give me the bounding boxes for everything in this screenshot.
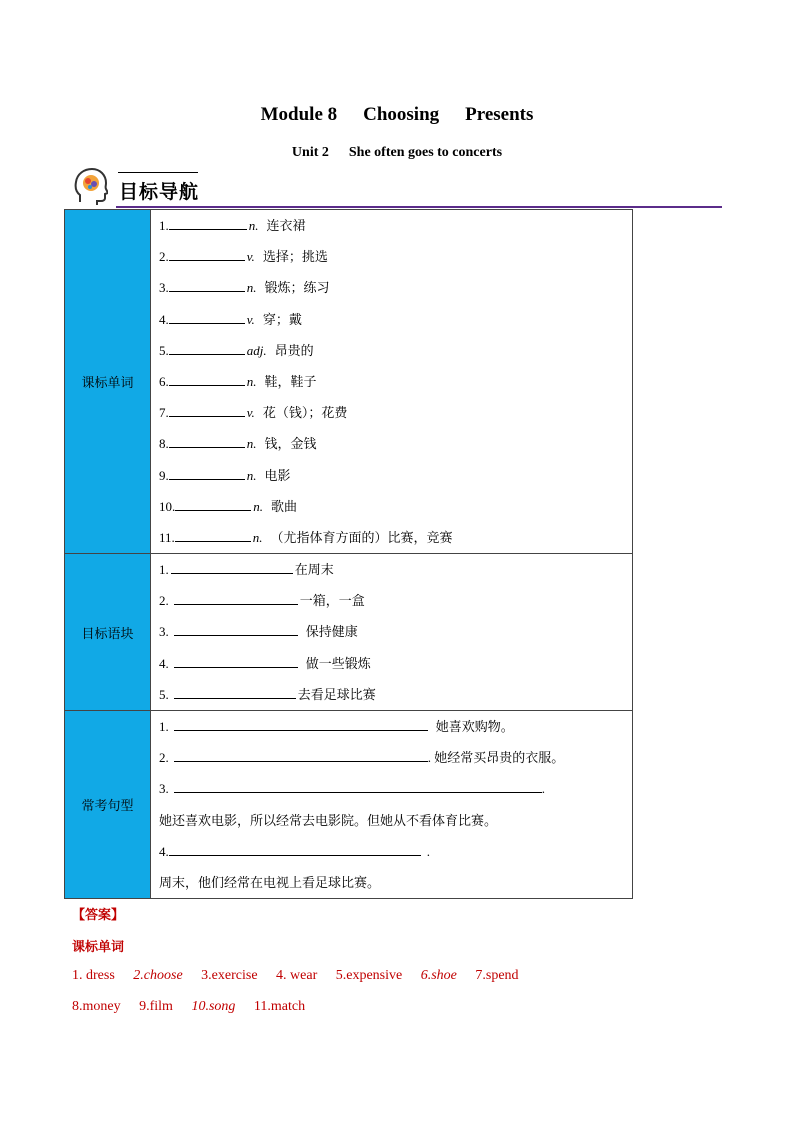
vocab-pos: n. <box>246 373 257 389</box>
answer-item: 11.match <box>253 999 306 1014</box>
answer-blank[interactable] <box>169 337 245 355</box>
answer-blank[interactable] <box>169 430 245 448</box>
answer-item: 4. wear <box>276 968 318 983</box>
worksheet-table <box>64 209 633 899</box>
vocab-pos: n. <box>252 529 263 545</box>
answer-blank[interactable] <box>171 556 293 574</box>
vocab-cn: 昂贵的 <box>274 343 314 359</box>
answer-item: 9.film <box>139 999 173 1014</box>
vocab-cn: 钱，金钱 <box>264 437 317 453</box>
page-subtitle <box>0 145 794 161</box>
answer-blank[interactable] <box>174 587 298 605</box>
sentence-cn: 她喜欢购物。 <box>435 720 514 735</box>
phrase-num: 1. <box>159 562 169 578</box>
phrase-row <box>159 585 632 616</box>
brain-head-icon <box>74 168 108 206</box>
phrase-num: 3. <box>159 624 169 640</box>
vocab-cn: （尤指体育方面的）比赛，竞赛 <box>270 530 453 546</box>
vocab-row <box>159 491 632 522</box>
sentences-label: 常考句型 <box>65 711 151 899</box>
vocab-pos: v. <box>246 405 255 421</box>
title-presents: Presents <box>465 104 534 125</box>
nav-top-line <box>118 172 198 173</box>
subtitle-unit: Unit 2 <box>291 145 329 160</box>
vocab-pos: adj. <box>246 342 267 358</box>
vocab-pos: n. <box>248 218 259 233</box>
vocab-cn: 歌曲 <box>271 499 298 515</box>
vocab-pos: n. <box>246 280 257 296</box>
vocab-row <box>159 304 632 335</box>
sentence-cn: 周末，他们经常在电视上看足球比赛。 <box>159 875 381 891</box>
vocab-cn: 鞋，鞋子 <box>264 374 317 390</box>
answer-blank[interactable] <box>169 243 245 261</box>
sentence-num: 2. <box>159 750 169 766</box>
answer-blank[interactable] <box>169 838 421 856</box>
vocab-row <box>159 241 632 272</box>
phrases-section <box>65 554 633 711</box>
sentence-end: . <box>426 843 430 859</box>
phrase-cn: 在周末 <box>294 563 334 579</box>
answer-blank[interactable] <box>174 775 542 793</box>
vocab-pos: v. <box>246 311 255 327</box>
vocab-pos: v. <box>246 249 255 265</box>
answer-item: 7.spend <box>475 968 519 983</box>
sentence-cn: 她还喜欢电影，所以经常去电影院。但她从不看体育比赛。 <box>159 813 498 829</box>
sentence-end: . <box>541 781 545 797</box>
phrase-row <box>159 648 632 679</box>
answer-line-1 <box>72 968 534 984</box>
vocab-pos: n. <box>246 436 257 452</box>
answer-item: 5.expensive <box>335 968 403 983</box>
title-choosing: Choosing <box>363 104 440 125</box>
answer-blank[interactable] <box>174 744 428 762</box>
sentence-cn-row <box>159 867 632 898</box>
vocab-num: 8. <box>159 436 169 452</box>
phrase-row <box>159 679 632 710</box>
vocab-num: 7. <box>159 405 169 421</box>
vocab-cn: 花（钱）；花费 <box>262 406 348 422</box>
phrase-cn: 去看足球比赛 <box>297 687 376 703</box>
vocab-cn: 锻炼；练习 <box>264 281 330 297</box>
vocab-cn: 连衣裙 <box>266 219 306 234</box>
vocab-pos: n. <box>253 498 263 514</box>
answer-blank[interactable] <box>169 274 245 292</box>
sentence-num: 1. <box>159 719 169 734</box>
vocab-num: 10. <box>159 498 176 514</box>
phrase-cn: 保持健康 <box>305 625 358 641</box>
sentence-cn-row <box>159 805 632 836</box>
sentences-section <box>65 711 633 899</box>
phrase-cn: 做一些锻炼 <box>305 656 371 672</box>
vocab-section <box>65 210 633 554</box>
answer-blank[interactable] <box>174 650 298 668</box>
answer-blank[interactable] <box>174 681 296 699</box>
vocab-cn: 选择；挑选 <box>262 250 328 266</box>
answer-blank[interactable] <box>169 306 245 324</box>
answer-blank[interactable] <box>175 493 251 511</box>
sentences-content <box>151 711 633 899</box>
sentence-cn: 她经常买昂贵的衣服。 <box>434 751 565 767</box>
vocab-num: 1. <box>159 218 169 233</box>
vocab-num: 2. <box>159 249 169 265</box>
answer-item: 10.song <box>191 999 236 1014</box>
vocab-row <box>159 210 632 241</box>
vocab-row <box>159 522 632 553</box>
phrase-row <box>159 616 632 647</box>
phrase-row <box>159 554 632 585</box>
vocab-num: 3. <box>159 280 169 296</box>
vocab-num: 5. <box>159 342 169 358</box>
phrase-num: 5. <box>159 686 169 702</box>
nav-title: 目标导航 <box>119 181 200 203</box>
answer-line-2 <box>72 999 320 1015</box>
vocab-cn: 穿；戴 <box>262 312 302 328</box>
answer-blank[interactable] <box>169 212 247 230</box>
vocab-num: 6. <box>159 373 169 389</box>
section-header <box>72 166 722 208</box>
answer-blank[interactable] <box>175 524 251 542</box>
nav-underline <box>116 206 722 208</box>
vocab-row <box>159 335 632 366</box>
sentence-row <box>159 742 632 773</box>
sentence-num: 4. <box>159 843 169 859</box>
phrases-content <box>151 554 633 711</box>
vocab-num: 4. <box>159 311 169 327</box>
answer-blank[interactable] <box>174 618 298 636</box>
vocab-content <box>151 210 633 554</box>
answer-item: 6.shoe <box>420 968 457 983</box>
sentence-row <box>159 773 632 804</box>
subtitle-text: She often goes to concerts <box>348 145 503 160</box>
vocab-cn: 电影 <box>264 468 291 484</box>
vocab-row <box>159 428 632 459</box>
vocab-row <box>159 397 632 428</box>
answer-heading: 【答案】 <box>72 908 125 923</box>
vocab-num: 11. <box>159 529 175 545</box>
vocab-num: 9. <box>159 467 169 483</box>
answer-subheading: 课标单词 <box>72 940 125 955</box>
phrase-cn: 一箱，一盒 <box>299 594 365 610</box>
answer-item: 3.exercise <box>201 968 258 983</box>
title-module: Module 8 <box>260 104 338 125</box>
vocab-pos: n. <box>246 467 257 483</box>
phrase-num: 4. <box>159 655 169 671</box>
answer-blank[interactable] <box>169 368 245 386</box>
vocab-label: 课标单词 <box>65 210 151 554</box>
phrase-num: 2. <box>159 593 169 609</box>
vocab-row <box>159 272 632 303</box>
vocab-row <box>159 460 632 491</box>
answer-item: 8.money <box>72 999 121 1014</box>
phrases-label: 目标语块 <box>65 554 151 711</box>
page-title <box>0 104 794 126</box>
answer-blank[interactable] <box>174 713 428 731</box>
answer-blank[interactable] <box>169 462 245 480</box>
sentence-row <box>159 836 632 867</box>
answer-blank[interactable] <box>169 399 245 417</box>
sentence-end: . <box>427 750 431 766</box>
sentence-num: 3. <box>159 781 169 797</box>
answer-item: 2.choose <box>133 968 183 983</box>
vocab-row <box>159 366 632 397</box>
sentence-row <box>159 711 632 742</box>
answer-item: 1. dress <box>72 968 115 983</box>
